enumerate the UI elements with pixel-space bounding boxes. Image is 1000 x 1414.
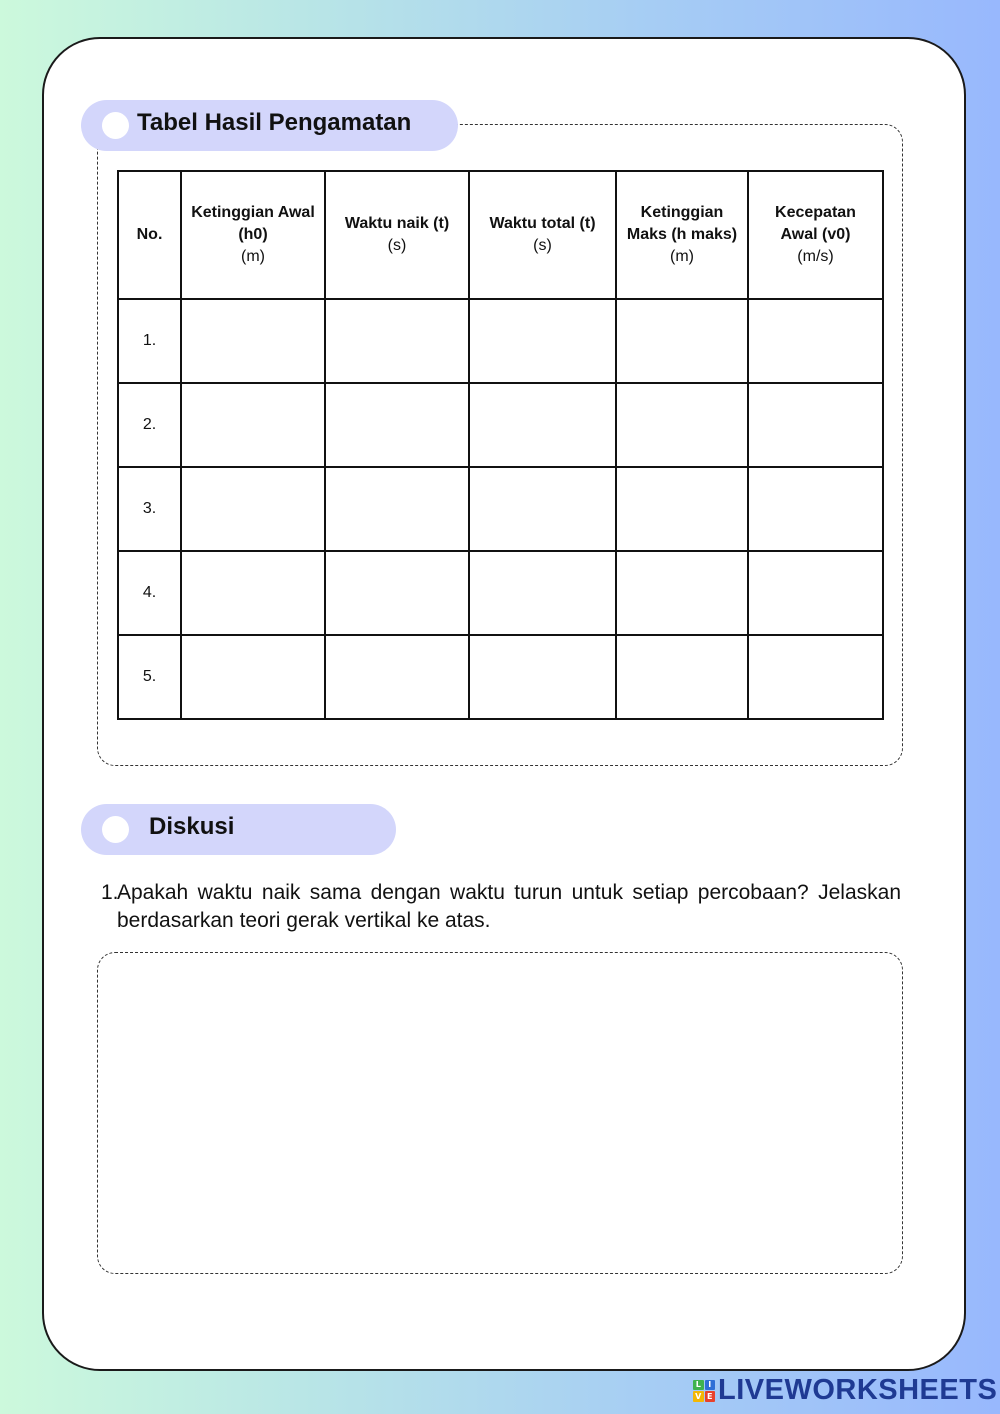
input-cell[interactable] [325,635,469,719]
question-text: Apakah waktu naik sama dengan waktu turun untuk setiap percobaan? Jelaskan berdasarkan teori gerak vertikal ke atas. [117,881,901,932]
input-cell[interactable] [748,299,883,383]
table-row [118,299,883,383]
input-cell[interactable] [181,467,325,551]
table-row [118,467,883,551]
header-no: No. [118,171,181,299]
input-cell[interactable] [616,467,748,551]
question-number: 1. [101,881,119,904]
liveworksheets-logo-icon [693,1380,715,1402]
input-cell[interactable] [748,383,883,467]
input-cell[interactable] [469,635,616,719]
row-number: 1. [118,299,181,383]
input-cell[interactable] [325,467,469,551]
discussion-question [101,879,901,935]
table-header-row [118,171,883,299]
row-number: 2. [118,383,181,467]
brand-wordmark: LIVEWORKSHEETS [718,1374,998,1406]
input-cell[interactable] [181,383,325,467]
input-cell[interactable] [469,383,616,467]
logo-tile: V [693,1391,704,1402]
section-header-observation [81,100,458,151]
logo-tile: E [705,1391,716,1402]
bullet-dot-icon [102,112,129,139]
input-cell[interactable] [616,299,748,383]
input-cell[interactable] [748,551,883,635]
observation-table [117,170,884,720]
input-cell[interactable] [325,383,469,467]
input-cell[interactable] [748,635,883,719]
input-cell[interactable] [181,635,325,719]
input-cell[interactable] [616,383,748,467]
input-cell[interactable] [469,467,616,551]
input-cell[interactable] [616,551,748,635]
logo-tile: L [693,1380,704,1391]
logo-tile: I [705,1380,716,1391]
input-cell[interactable] [325,299,469,383]
input-cell[interactable] [181,551,325,635]
table-row [118,383,883,467]
section-title-discussion: Diskusi [149,813,235,840]
header-initial-velocity: Kecepatan Awal (v0) (m/s) [748,171,883,299]
bullet-dot-icon [102,816,129,843]
input-cell[interactable] [325,551,469,635]
input-cell[interactable] [181,299,325,383]
table-row [118,635,883,719]
section-title-observation: Tabel Hasil Pengamatan [137,109,412,136]
input-cell[interactable] [748,467,883,551]
answer-box[interactable] [97,952,903,1274]
header-rise-time: Waktu naik (t) (s) [325,171,469,299]
input-cell[interactable] [469,551,616,635]
row-number: 3. [118,467,181,551]
liveworksheets-brand [693,1374,997,1407]
section-header-discussion [81,804,396,855]
row-number: 4. [118,551,181,635]
input-cell[interactable] [469,299,616,383]
table-row [118,551,883,635]
row-number: 5. [118,635,181,719]
header-initial-height: Ketinggian Awal (h0) (m) [181,171,325,299]
header-max-height: Ketinggian Maks (h maks) (m) [616,171,748,299]
input-cell[interactable] [616,635,748,719]
header-total-time: Waktu total (t) (s) [469,171,616,299]
